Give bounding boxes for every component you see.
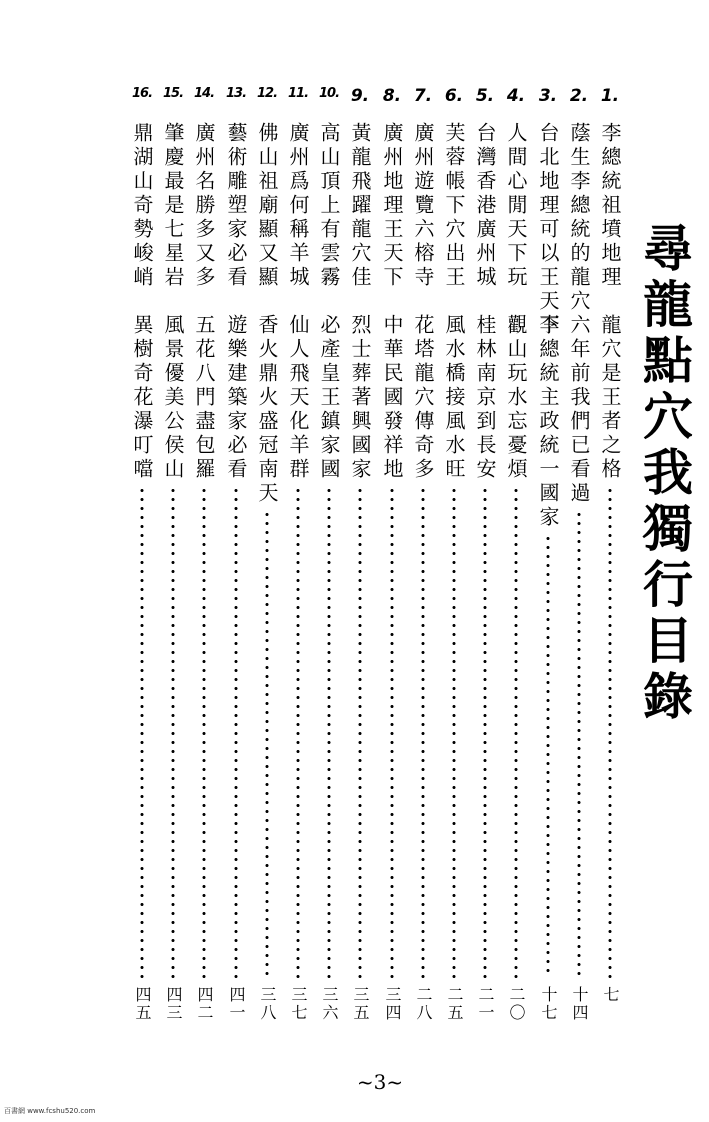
entry-title-part1: 李總統祖墳地理 bbox=[598, 122, 622, 290]
entry-title-part1: 廣州爲何稱羊城 bbox=[286, 122, 310, 290]
toc-entry[interactable] bbox=[502, 86, 530, 1086]
entry-page-number: 四三 bbox=[164, 986, 183, 1022]
entry-number: 13. bbox=[225, 86, 247, 101]
entry-title-part2: 遊樂建築家必看 bbox=[224, 314, 248, 482]
entry-number: 11. bbox=[287, 86, 309, 101]
dot-leader bbox=[483, 486, 487, 978]
entry-page-number: 三八 bbox=[258, 986, 277, 1022]
toc-entry[interactable] bbox=[565, 86, 593, 1086]
toc-entry[interactable] bbox=[409, 86, 437, 1086]
toc-entry[interactable] bbox=[190, 86, 218, 1086]
entry-number: 5. bbox=[475, 86, 495, 106]
toc-entry[interactable] bbox=[378, 86, 406, 1086]
entry-number: 16. bbox=[131, 86, 153, 101]
dot-leader bbox=[265, 510, 269, 978]
toc-entry[interactable] bbox=[596, 86, 624, 1086]
entry-number: 2. bbox=[569, 86, 589, 106]
entry-title-part1: 台灣香港廣州城 bbox=[473, 122, 497, 290]
entry-page-number: 三五 bbox=[351, 986, 370, 1022]
entry-title-part1: 蔭生李總統的龍穴 bbox=[567, 122, 591, 314]
entry-title-part2: 烈士葬著興國家 bbox=[348, 314, 372, 482]
entry-title-part2: 香火鼎火盛冠南天 bbox=[255, 314, 279, 506]
dot-leader bbox=[514, 486, 518, 978]
dot-leader bbox=[327, 486, 331, 978]
toc-entry[interactable] bbox=[315, 86, 343, 1086]
entry-title-part2: 風景優美公侯山 bbox=[161, 314, 185, 482]
toc-entry[interactable] bbox=[159, 86, 187, 1086]
dot-leader bbox=[358, 486, 362, 978]
dot-leader bbox=[390, 486, 394, 978]
entry-number: 7. bbox=[413, 86, 433, 106]
toc-entry[interactable] bbox=[346, 86, 374, 1086]
entry-title-part2: 六年前我們已看過 bbox=[567, 314, 591, 506]
dot-leader bbox=[421, 486, 425, 978]
entry-title-part2: 仙人飛天化羊群 bbox=[286, 314, 310, 482]
entry-page-number: 十七 bbox=[539, 986, 558, 1022]
entry-number: 6. bbox=[444, 86, 464, 106]
toc-entry[interactable] bbox=[471, 86, 499, 1086]
entry-title-part1: 人間心閒天下玩 bbox=[504, 122, 528, 290]
entry-title-part1: 肇慶最是七星岩 bbox=[161, 122, 185, 290]
entry-title-part2: 龍穴是王者之格 bbox=[598, 314, 622, 482]
entry-page-number: 四二 bbox=[195, 986, 214, 1022]
entry-title-part1: 台北地理可以王天下 bbox=[536, 122, 560, 338]
entry-title-part2: 李總統主政統一國家 bbox=[536, 314, 560, 530]
entry-page-number: 二一 bbox=[476, 986, 495, 1022]
dot-leader bbox=[452, 486, 456, 978]
entry-title-part1: 鼎湖山奇勢峻峭 bbox=[130, 122, 154, 290]
dot-leader bbox=[296, 486, 300, 978]
toc-entry[interactable] bbox=[534, 86, 562, 1086]
toc-entry[interactable] bbox=[284, 86, 312, 1086]
entry-title-part2: 中華民國發祥地 bbox=[380, 314, 404, 482]
entry-title-part2: 異樹奇花瀑叮噹 bbox=[130, 314, 154, 482]
entry-page-number: 四五 bbox=[133, 986, 152, 1022]
entry-title-part1: 廣州遊覽六榕寺 bbox=[411, 122, 435, 290]
entry-title-part1: 黃龍飛躍龍穴佳 bbox=[348, 122, 372, 290]
entry-title-part2: 觀山玩水忘憂煩 bbox=[504, 314, 528, 482]
entry-number: 1. bbox=[600, 86, 620, 106]
dot-leader bbox=[171, 486, 175, 978]
entry-page-number: 二五 bbox=[445, 986, 464, 1022]
entry-number: 12. bbox=[256, 86, 278, 101]
entry-title-part1: 廣州地理王天下 bbox=[380, 122, 404, 290]
entry-number: 15. bbox=[162, 86, 184, 101]
entry-page-number: 二八 bbox=[414, 986, 433, 1022]
dot-leader bbox=[546, 534, 550, 978]
entry-page-number: 十四 bbox=[570, 986, 589, 1022]
dot-leader bbox=[234, 486, 238, 978]
page-title: 尋龍點穴我獨行目錄 bbox=[635, 222, 693, 726]
dot-leader bbox=[608, 486, 612, 978]
entry-number: 10. bbox=[318, 86, 340, 101]
entry-number: 14. bbox=[193, 86, 215, 101]
entry-page-number: 四一 bbox=[227, 986, 246, 1022]
dot-leader bbox=[202, 486, 206, 978]
watermark-text: 百書網 www.fcshu520.com bbox=[4, 1107, 96, 1115]
entry-number: 4. bbox=[506, 86, 526, 106]
toc-entry[interactable] bbox=[440, 86, 468, 1086]
entry-title-part2: 桂林南京到長安 bbox=[473, 314, 497, 482]
entry-number: 3. bbox=[538, 86, 558, 106]
entry-page-number: 三七 bbox=[289, 986, 308, 1022]
page-folio: ~3~ bbox=[356, 1070, 404, 1094]
toc-entry[interactable] bbox=[128, 86, 156, 1086]
entry-title-part2: 五花八門盡包羅 bbox=[192, 314, 216, 482]
entry-title-part1: 藝術雕塑家必看 bbox=[224, 122, 248, 290]
entry-page-number: 二〇 bbox=[507, 986, 526, 1022]
toc-entry[interactable] bbox=[253, 86, 281, 1086]
entry-number: 8. bbox=[382, 86, 402, 106]
entry-number: 9. bbox=[350, 86, 370, 106]
dot-leader bbox=[140, 486, 144, 978]
entry-page-number: 三六 bbox=[320, 986, 339, 1022]
entry-title-part2: 花塔龍穴傳奇多 bbox=[411, 314, 435, 482]
entry-title-part1: 芙蓉帳下穴出王 bbox=[442, 122, 466, 290]
entry-title-part1: 高山頂上有雲霧 bbox=[317, 122, 341, 290]
entry-page-number: 七 bbox=[601, 986, 620, 1004]
entry-title-part1: 佛山祖廟顯又顯 bbox=[255, 122, 279, 290]
entry-title-part1: 廣州名勝多又多 bbox=[192, 122, 216, 290]
toc-entry[interactable] bbox=[222, 86, 250, 1086]
entry-title-part2: 風水橋接風水旺 bbox=[442, 314, 466, 482]
entry-page-number: 三四 bbox=[383, 986, 402, 1022]
entry-title-part2: 必產皇王鎮家國 bbox=[317, 314, 341, 482]
dot-leader bbox=[577, 510, 581, 978]
